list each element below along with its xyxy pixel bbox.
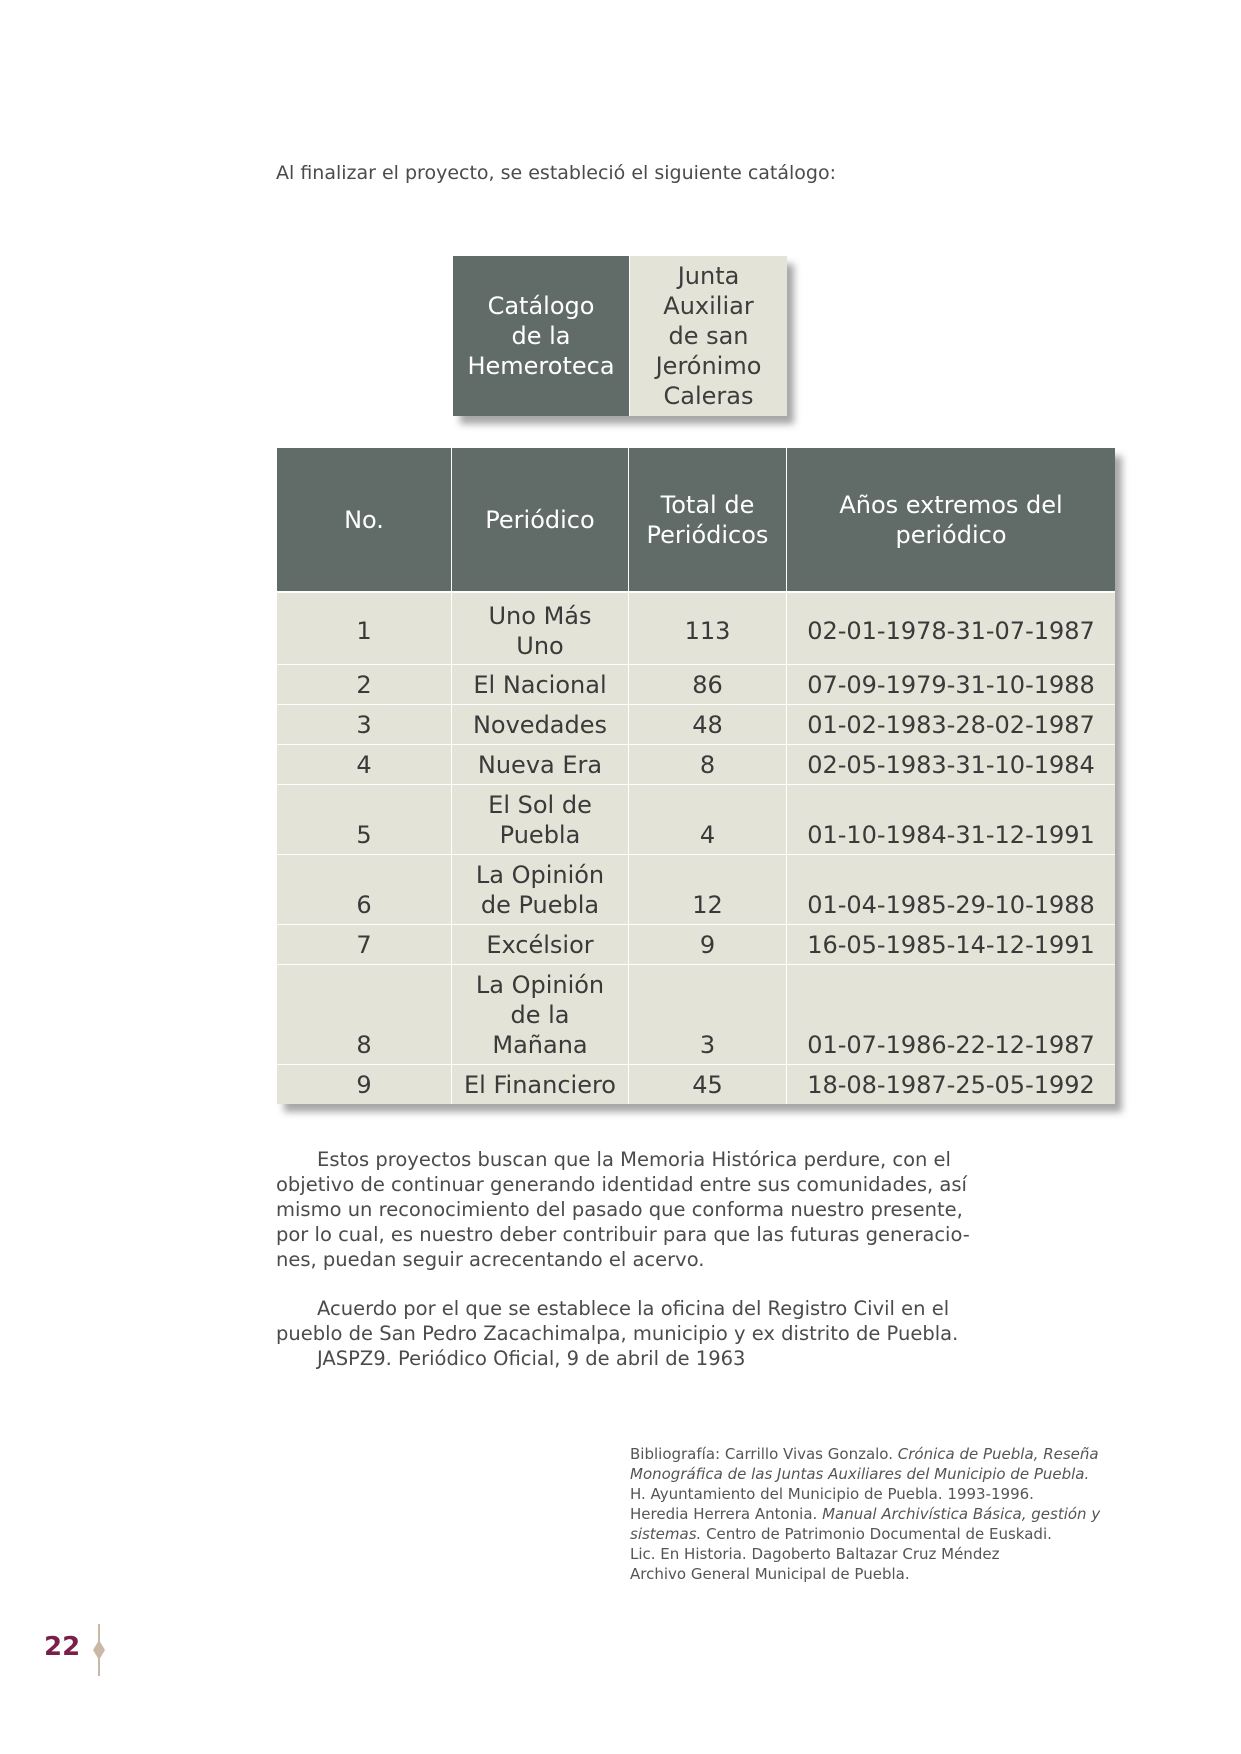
bib-title: Manual Archivística Básica, gestión y — [822, 1505, 1101, 1523]
cell-anos: 01-07-1986-22-12-1987 — [787, 965, 1116, 1065]
cell-anos: 02-05-1983-31-10-1984 — [787, 745, 1116, 785]
cell-no: 2 — [277, 665, 452, 705]
bibliography — [630, 1444, 1130, 1584]
table-row — [277, 745, 1115, 785]
cell-anos: 16-05-1985-14-12-1991 — [787, 925, 1116, 965]
cell-periodico — [452, 925, 629, 965]
periodico-line: Puebla — [499, 821, 581, 849]
table-row — [277, 965, 1115, 1065]
bibliography-line: Lic. En Historia. Dagoberto Baltazar Cruz Méndez — [630, 1545, 1000, 1563]
col-header-total-line: Total de — [660, 490, 755, 519]
cell-periodico — [452, 785, 629, 855]
table-row — [277, 592, 1115, 665]
periodico-line: de la — [510, 1001, 570, 1029]
periodico-line: La Opinión — [475, 971, 605, 999]
periodico-line: El Sol de — [488, 791, 592, 819]
junta-name-line: Jerónimo — [655, 352, 762, 380]
cell-anos: 01-10-1984-31-12-1991 — [787, 785, 1116, 855]
bibliography-line — [630, 1444, 1130, 1464]
table-row — [277, 785, 1115, 855]
bib-title: Crónica de Puebla, Reseña — [897, 1445, 1099, 1463]
junta-name-line: Auxiliar — [663, 292, 754, 320]
cell-anos: 07-09-1979-31-10-1988 — [787, 665, 1116, 705]
bibliography-line: Archivo General Municipal de Puebla. — [630, 1565, 910, 1583]
col-header-no: No. — [277, 448, 452, 592]
periodico-line: El Financiero — [464, 1071, 616, 1099]
periodico-line: Nueva Era — [477, 751, 603, 779]
page-number: 22 — [44, 1632, 81, 1662]
cell-periodico — [452, 745, 629, 785]
paragraph-line: JASPZ9. Periódico Oficial, 9 de abril de 1963 — [317, 1347, 746, 1370]
periodico-line: Mañana — [492, 1031, 588, 1059]
paragraph-line: objetivo de continuar generando identidad entre sus comunidades, así — [276, 1173, 967, 1196]
cell-total: 86 — [629, 665, 787, 705]
bib-title: Monográfica de las Juntas Auxiliares del Municipio de Puebla. — [630, 1465, 1090, 1483]
periodico-line: de Puebla — [480, 891, 600, 919]
col-header-anos-line: Años extremos del — [839, 490, 1063, 519]
cell-no: 3 — [277, 705, 452, 745]
cell-total: 48 — [629, 705, 787, 745]
bibliography-line — [630, 1524, 1130, 1544]
bib-text: Heredia Herrera Antonia. — [630, 1505, 818, 1523]
periodico-line: Novedades — [472, 711, 608, 739]
cell-anos: 01-02-1983-28-02-1987 — [787, 705, 1116, 745]
paragraph-line: mismo un reconocimiento del pasado que conforma nuestro presente, — [276, 1198, 963, 1221]
col-header-total — [629, 448, 787, 592]
bibliography-line — [630, 1504, 1130, 1524]
cell-total: 9 — [629, 925, 787, 965]
col-header-total-line: Periódicos — [646, 520, 769, 549]
cell-no: 8 — [277, 965, 452, 1065]
periodico-line: La Opinión — [475, 861, 605, 889]
table-header-row — [277, 448, 1115, 592]
cell-total: 3 — [629, 965, 787, 1065]
junta-name-line: Junta — [677, 262, 740, 290]
bib-text: Centro de Patrimonio Documental de Euskadi. — [706, 1525, 1052, 1543]
cell-total: 45 — [629, 1065, 787, 1105]
cell-no: 5 — [277, 785, 452, 855]
cell-anos: 18-08-1987-25-05-1992 — [787, 1065, 1116, 1105]
table-row — [277, 705, 1115, 745]
periodico-line: Uno Más — [488, 602, 592, 630]
catalog-title-line: Catálogo — [487, 292, 595, 320]
cell-no: 9 — [277, 1065, 452, 1105]
periodico-line: Uno — [516, 632, 564, 660]
paragraph-line: pueblo de San Pedro Zacachimalpa, municipio y ex distrito de Puebla. — [276, 1322, 959, 1345]
body-paragraph-1 — [276, 1147, 976, 1272]
cell-periodico — [452, 965, 629, 1065]
cell-no: 6 — [277, 855, 452, 925]
table-row — [277, 925, 1115, 965]
paragraph-line: Acuerdo por el que se establece la oficina del Registro Civil en el — [317, 1297, 950, 1320]
cell-total: 4 — [629, 785, 787, 855]
cell-no: 4 — [277, 745, 452, 785]
cell-periodico — [452, 665, 629, 705]
catalog-header-table — [453, 256, 787, 416]
cell-no: 1 — [277, 592, 452, 665]
col-header-anos-line: periódico — [895, 520, 1007, 549]
cell-periodico — [452, 705, 629, 745]
bibliography-line — [630, 1464, 1130, 1484]
periodico-line: Excélsior — [486, 931, 594, 959]
cell-periodico — [452, 1065, 629, 1105]
catalog-title-line: de la — [511, 322, 571, 350]
cell-periodico — [452, 855, 629, 925]
table-row — [277, 665, 1115, 705]
periodico-line: El Nacional — [473, 671, 607, 699]
paragraph-line: Estos proyectos buscan que la Memoria Histórica perdure, con el — [317, 1148, 951, 1171]
junta-name-cell — [630, 256, 788, 416]
col-header-periodico: Periódico — [452, 448, 629, 592]
cell-anos: 02-01-1978-31-07-1987 — [787, 592, 1116, 665]
diamond-ornament-icon — [88, 1624, 110, 1676]
junta-name-line: de san — [668, 322, 749, 350]
col-header-anos — [787, 448, 1116, 592]
cell-total: 8 — [629, 745, 787, 785]
cell-total: 113 — [629, 592, 787, 665]
intro-text: Al finalizar el proyecto, se estableció el siguiente catálogo: — [276, 162, 836, 184]
table-row — [277, 1065, 1115, 1105]
cell-anos: 01-04-1985-29-10-1988 — [787, 855, 1116, 925]
catalog-title-cell — [453, 256, 630, 416]
cell-periodico — [452, 592, 629, 665]
paragraph-line: por lo cual, es nuestro deber contribuir para que las futuras generacio- — [276, 1223, 970, 1246]
paragraph-line: nes, puedan seguir acrecentando el acervo. — [276, 1248, 705, 1271]
bibliography-line: H. Ayuntamiento del Municipio de Puebla. 1993-1996. — [630, 1485, 1034, 1503]
bib-text: Bibliografía: Carrillo Vivas Gonzalo. — [630, 1445, 893, 1463]
newspaper-catalog-table — [277, 448, 1115, 1104]
body-paragraph-2 — [276, 1296, 976, 1371]
bib-title: sistemas. — [630, 1525, 702, 1543]
junta-name-line: Caleras — [663, 382, 754, 410]
table-row — [277, 855, 1115, 925]
cell-no: 7 — [277, 925, 452, 965]
catalog-title-line: Hemeroteca — [467, 352, 615, 380]
cell-total: 12 — [629, 855, 787, 925]
